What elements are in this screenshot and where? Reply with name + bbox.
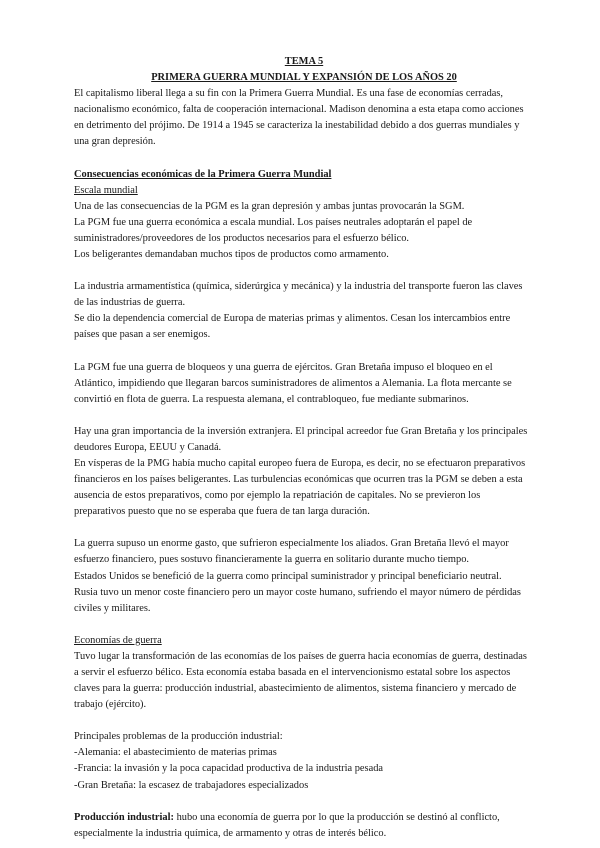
- paragraph-produccion-industrial: [74, 810, 534, 842]
- theme-label: TEMA 5: [284, 56, 324, 67]
- paragraph-line: Se dio la dependencia comercial de Europa de materias primas y alimentos. Cesan los intercambios entre países que pasan a ser enemigos.: [74, 313, 511, 341]
- paragraph-bloqueos: La PGM fue una guerra de bloqueos y una guerra de ejércitos. Gran Bretaña impuso el bloqueo en el Atlántico, impidiendo que llegaran barcos suministradores de alimentos a Alemania. La flota mercante se convirtió en flota de guerra. La respuesta alemana, el contrabloqueo, fue mediante submarinos.: [74, 361, 512, 405]
- paragraph-line: Hay una gran importancia de la inversión extranjera. El principal acreedor fue Gran Bretaña y los principales deudores Europa, EEUU y Canadá.: [74, 425, 528, 453]
- document-title: PRIMERA GUERRA MUNDIAL Y EXPANSIÓN DE LOS AÑOS 20: [151, 72, 457, 84]
- document-page: [74, 54, 534, 842]
- bold-term: Producción industrial:: [74, 811, 174, 823]
- list-item: -Gran Bretaña: la escasez de trabajadores especializados: [74, 779, 309, 791]
- paragraph-line: La PGM fue una guerra económica a escala mundial. Los países neutrales adoptarán el papel de suministradores/proveedores de los productos necesarios para el esfuerzo bélico.: [74, 216, 473, 244]
- paragraph-line: En vísperas de la PMG había mucho capital europeo fuera de Europa, es decir, no se efectuaron preparativos financieros en los países beligerantes. Las turbulencias económicas que ocurren tras la PGM se deben a esta ausencia de estos preparativos, como por ejemplo la repatriación de capitales. No se previeron los preparativos puesto que no se esperaba que fuera de tan larga duración.: [74, 457, 526, 518]
- subheading-escala-mundial: Escala mundial: [74, 184, 138, 196]
- paragraph-line: La guerra supuso un enorme gasto, que sufrieron especialmente los aliados. Gran Bretaña llevó el mayor esfuerzo financiero, pues sostuvo financieramente la guerra en solitario durante mucho tiempo.: [74, 538, 509, 566]
- list-item: -Francia: la invasión y la poca capacidad productiva de la industria pesada: [74, 763, 383, 775]
- paragraph-economias: Tuvo lugar la transformación de las economías de los países de guerra hacia economías de guerra, destinadas a servir el esfuerzo bélico. Esta economía estaba basada en el intervencionismo estatal sobre los aspectos claves para la guerra: producción industrial, abastecimiento de alimentos, sistema financiero y mercado de trabajo (ejército).: [74, 650, 527, 711]
- paragraph-line: La industria armamentística (química, siderúrgica y mecánica) y la industria del transporte fueron las claves de las industrias de guerra.: [74, 281, 523, 309]
- list-item: -Alemania: el abastecimiento de materias primas: [74, 747, 277, 759]
- paragraph-line: Una de las consecuencias de la PGM es la gran depresión y ambas juntas provocarán la SGM.: [74, 200, 465, 212]
- paragraph-text: hubo una economía de guerra por lo que la producción se destinó al conflicto, especialmente la industria química, de armamento y otras de interés bélico.: [74, 811, 500, 839]
- list-heading: Principales problemas de la producción industrial:: [74, 731, 283, 743]
- intro-paragraph: El capitalismo liberal llega a su fin con la Primera Guerra Mundial. Es una fase de economías cerradas, nacionalismo económico, falta de cooperación internacional. Madison denomina a esta etapa como acciones en detrimento del prójimo. De 1914 a 1945 se caracteriza la inestabilidad debido a dos guerras mundiales y una gran depresión.: [74, 88, 524, 148]
- paragraph-line: Los beligerantes demandaban muchos tipos de productos como armamento.: [74, 249, 389, 261]
- paragraph-line: Rusia tuvo un menor coste financiero pero un mayor coste humano, sufriendo el mayor número de pérdidas civiles y militares.: [74, 586, 521, 614]
- section-heading-consecuencias: Consecuencias económicas de la Primera Guerra Mundial: [74, 168, 332, 180]
- subheading-economias-de-guerra: Economías de guerra: [74, 634, 162, 646]
- paragraph-line: Estados Unidos se benefició de la guerra como principal suministrador y principal beneficiario neutral.: [74, 570, 502, 582]
